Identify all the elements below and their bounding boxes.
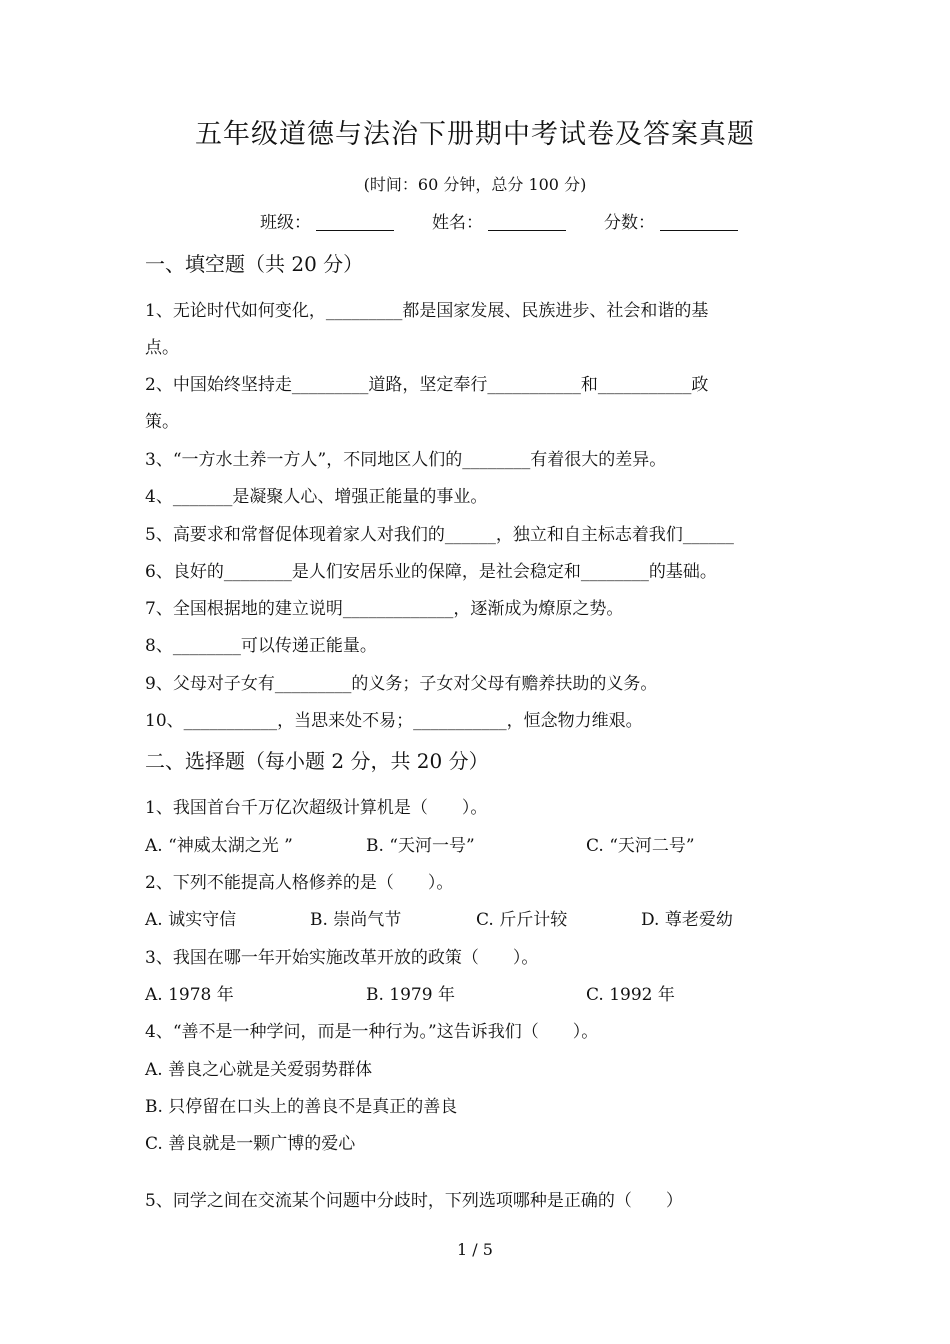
question-stem: 5、同学之间在交流某个问题中分歧时，下列选项哪种是正确的（ ） <box>145 1191 683 1211</box>
option-b[interactable]: B. 1979 年 <box>366 985 455 1005</box>
page-title: 五年级道德与法治下册期中考试卷及答案真题 <box>195 119 755 150</box>
question-line: 5、高要求和常督促体现着家人对我们的______，独立和自主标志着我们______ <box>145 525 734 545</box>
question-line: 7、全国根据地的建立说明_____________，逐渐成为燎原之势。 <box>145 599 624 619</box>
option-c[interactable]: C. “天河二号” <box>586 836 695 856</box>
class-label: 班级： <box>260 213 311 233</box>
name-label: 姓名： <box>432 213 483 233</box>
option-c[interactable]: C. 斤斤计较 <box>476 910 568 930</box>
score-label: 分数： <box>604 213 655 233</box>
question-line: 1、无论时代如何变化，_________都是国家发展、民族进步、社会和谐的基 <box>145 301 709 321</box>
option-a[interactable]: A. 善良之心就是关爱弱势群体 <box>145 1060 373 1080</box>
question-line: 8、________可以传递正能量。 <box>145 636 377 656</box>
page-number: 1 / 5 <box>457 1240 493 1259</box>
question-line: 6、良好的________是人们安居乐业的保障，是社会稳定和________的基础。 <box>145 562 717 582</box>
score-blank[interactable] <box>660 230 738 231</box>
question-stem: 2、下列不能提高人格修养的是（ ）。 <box>145 873 454 893</box>
section-heading-choice: 二、选择题（每小题 2 分，共 20 分） <box>145 749 489 773</box>
option-b[interactable]: B. “天河一号” <box>366 836 475 856</box>
exam-time-info: (时间：60 分钟，总分 100 分) <box>363 175 587 194</box>
question-line: 策。 <box>145 412 179 432</box>
question-line: 10、___________，当思来处不易；___________，恒念物力维艰。 <box>145 711 643 731</box>
section-heading-fill-blank: 一、填空题（共 20 分） <box>145 252 364 276</box>
question-line: 点。 <box>145 338 179 358</box>
option-c[interactable]: C. 善良就是一颗广博的爱心 <box>145 1134 356 1154</box>
option-c[interactable]: C. 1992 年 <box>586 985 675 1005</box>
name-blank[interactable] <box>488 230 566 231</box>
option-a[interactable]: A. 1978 年 <box>145 985 234 1005</box>
question-stem: 1、我国首台千万亿次超级计算机是（ ）。 <box>145 798 488 818</box>
question-line: 2、中国始终坚持走_________道路，坚定奉行___________和___________政 <box>145 375 709 395</box>
question-stem: 3、我国在哪一年开始实施改革开放的政策（ ）。 <box>145 948 539 968</box>
option-d[interactable]: D. 尊老爱幼 <box>641 910 733 930</box>
question-line: 3、“一方水土养一方人”，不同地区人们的________有着很大的差异。 <box>145 450 667 470</box>
question-line: 9、父母对子女有_________的义务；子女对父母有赡养扶助的义务。 <box>145 674 658 694</box>
option-a[interactable]: A. 诚实守信 <box>145 910 237 930</box>
option-b[interactable]: B. 崇尚气节 <box>310 910 402 930</box>
question-line: 4、_______是凝聚人心、增强正能量的事业。 <box>145 487 488 507</box>
question-stem: 4、“善不是一种学问，而是一种行为。”这告诉我们（ ）。 <box>145 1022 599 1042</box>
option-a[interactable]: A. “神威太湖之光 ” <box>145 836 293 856</box>
class-blank[interactable] <box>316 230 394 231</box>
option-b[interactable]: B. 只停留在口头上的善良不是真正的善良 <box>145 1097 458 1117</box>
